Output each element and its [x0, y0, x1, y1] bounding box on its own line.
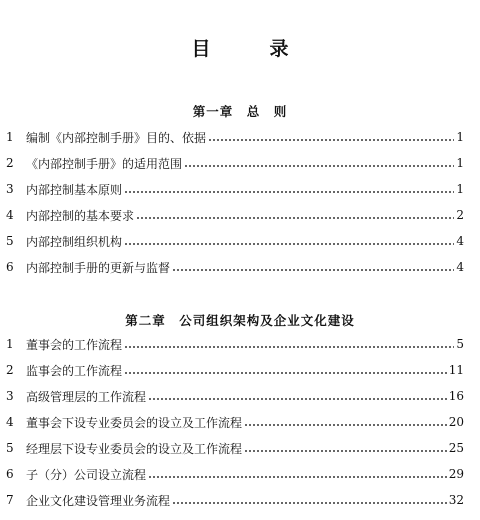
entry-title: 经理层下设专业委员会的设立及工作流程: [26, 441, 243, 456]
entry-page: 1: [456, 130, 464, 144]
entry-title: 内部控制手册的更新与监督: [26, 260, 171, 275]
entry-title: 编制《内部控制手册》目的、依据: [26, 130, 207, 145]
entry-number: 4: [6, 208, 14, 222]
entry-number: 2: [6, 363, 14, 377]
entry-page: 2: [456, 208, 464, 222]
entry-page: 1: [456, 156, 464, 170]
entry-page: 11: [448, 363, 464, 377]
toc-entry[interactable]: [6, 231, 464, 251]
dot-leader: [124, 346, 454, 348]
entry-number: 5: [6, 441, 14, 455]
entry-page: 16: [448, 389, 464, 403]
entry-number: 5: [6, 234, 14, 248]
dot-leader: [148, 476, 447, 478]
dot-leader: [172, 269, 454, 271]
toc-entry[interactable]: [6, 205, 464, 225]
entry-title: 内部控制的基本要求: [26, 208, 135, 223]
chapter-heading-1: 第一章 总 则: [192, 104, 288, 119]
entry-page: 5: [456, 337, 464, 351]
toc-entry[interactable]: [6, 438, 464, 458]
dot-leader: [136, 217, 454, 219]
entry-number: 3: [6, 389, 14, 403]
toc-entry[interactable]: [6, 464, 464, 484]
entry-title: 监事会的工作流程: [26, 363, 123, 378]
entry-number: 2: [6, 156, 14, 170]
dot-leader: [244, 424, 447, 426]
toc-entry[interactable]: [6, 127, 464, 147]
toc-entry[interactable]: [6, 257, 464, 277]
entry-page: 25: [448, 441, 464, 455]
dot-leader: [244, 450, 447, 452]
entry-page: 4: [456, 234, 464, 248]
dot-leader: [184, 165, 454, 167]
entry-title: 《内部控制手册》的适用范围: [26, 156, 183, 171]
dot-leader: [124, 243, 454, 245]
entry-title: 董事会下设专业委员会的设立及工作流程: [26, 415, 243, 430]
entry-number: 1: [6, 130, 14, 144]
toc-entry[interactable]: [6, 386, 464, 406]
dot-leader: [124, 372, 447, 374]
toc-entry[interactable]: [6, 153, 464, 173]
dot-leader: [172, 502, 447, 504]
entry-number: 4: [6, 415, 14, 429]
entry-title: 高级管理层的工作流程: [26, 389, 147, 404]
entry-page: 1: [456, 182, 464, 196]
toc-entry[interactable]: [6, 360, 464, 380]
chapter-heading-2: 第二章 公司组织架构及企业文化建设: [125, 313, 355, 328]
toc-entry[interactable]: [6, 334, 464, 354]
entry-number: 7: [6, 493, 14, 507]
entry-title: 内部控制组织机构: [26, 234, 123, 249]
toc-entry[interactable]: [6, 179, 464, 199]
entry-number: 1: [6, 337, 14, 351]
dot-leader: [148, 398, 447, 400]
dot-leader: [124, 191, 454, 193]
entry-page: 4: [456, 260, 464, 274]
entry-number: 3: [6, 182, 14, 196]
entry-title: 企业文化建设管理业务流程: [26, 493, 171, 508]
toc-entry[interactable]: [6, 412, 464, 432]
entry-page: 32: [448, 493, 464, 507]
dot-leader: [208, 139, 454, 141]
entry-number: 6: [6, 467, 14, 481]
entry-title: 内部控制基本原则: [26, 182, 123, 197]
toc-title: 目 录: [191, 38, 309, 60]
entry-page: 29: [448, 467, 464, 481]
toc-entry[interactable]: [6, 490, 464, 510]
entry-title: 子（分）公司设立流程: [26, 467, 147, 482]
entry-number: 6: [6, 260, 14, 274]
entry-title: 董事会的工作流程: [26, 337, 123, 352]
entry-page: 20: [448, 415, 464, 429]
